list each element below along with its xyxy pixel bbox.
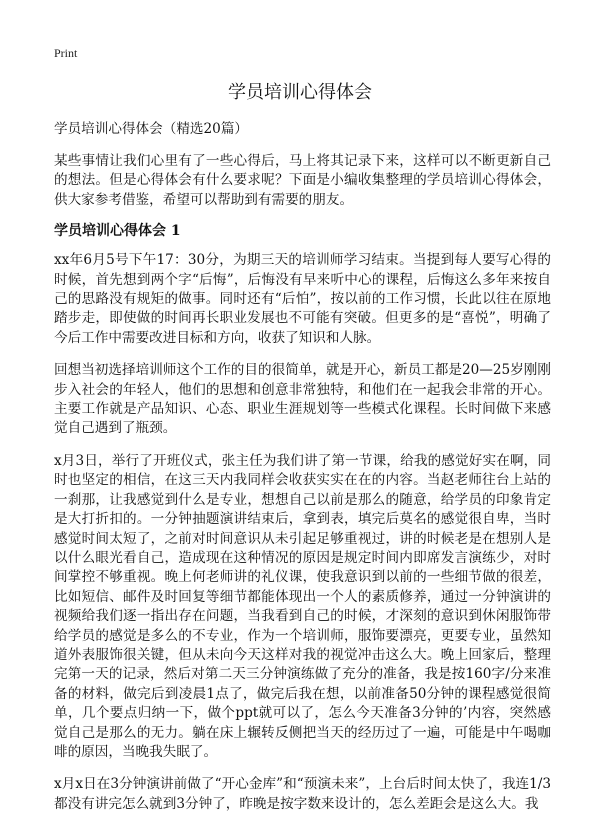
- document-body: [54, 120, 551, 814]
- body-paragraph: xx年6月5号下午17：30分，为期三天的培训师学习结束。当提到每人要写心得的时候，首先想到两个字“后悔”，后悔没有早来听中心的课程，后悔这么多年来按自己的思路没有规矩的做事。同时还有“后怕”，按以前的工作习惯，长此以往在原地踏步走，即使做的时间再长职业发展也不可能有突破。但更多的是“喜悦”，明确了今后工作中需要改进目标和方向，收获了知识和人脉。: [54, 252, 551, 346]
- document-title: 学员培训心得体会: [228, 82, 372, 103]
- document-subtitle: 学员培训心得体会（精选20篇）: [54, 121, 249, 137]
- intro-paragraph: 某些事情让我们心里有了一些心得后，马上将其记录下来，这样可以不断更新自己的想法。但是心得体会有什么要求呢？下面是小编收集整理的学员培训心得体会，供大家参考借鉴，希望可以帮助到有需要的朋友。: [54, 153, 551, 208]
- section-heading: 学员培训心得体会 1: [54, 223, 181, 240]
- body-paragraph: 回想当初选择培训师这个工作的目的很简单，就是开心，新员工都是20—25岁刚刚步入社会的年轻人，他们的思想和创意非常独特，和他们在一起我会非常的开心。主要工作就是产品知识、心态、职业生涯规划等一些模式化课程。长时间做下来感觉自己遇到了瓶颈。: [54, 362, 551, 437]
- print-label[interactable]: Print: [54, 46, 78, 60]
- body-paragraph: x月3日，举行了开班仪式，张主任为我们讲了第一节课，给我的感觉好实在啊，同时也坚定的相信，在这三天内我同样会收获实实在在的内容。当赵老师往台上站的一刹那，让我感觉到什么是专业，想想自己以前是那么的随意，给学员的印象肯定是大打折扣的。一分钟抽题演讲结束后，拿到表，填完后莫名的感觉很自卑，当时感觉时间太短了，之前对时间意识从未引起足够重视过，讲的时候老是在想别人是以什么眼光看自己，造成现在这种情况的原因是规定时间内即席发言演练少，对时间掌控不够重视。晚上何老师讲的礼仪课，使我意识到以前的一些细节做的很差，比如短信、邮件及时回复等细节都能体现出一个人的素质修养，通过一分钟演讲的视频给我们逐一指出存在问题，当我看到自己的时候，才深刻的意识到休闲服饰带给学员的感觉是多么的不专业，作为一个培训师，服饰要漂亮，更要专业，虽然知道外表服饰很关键，但从未向今天这样对我的视觉冲击这么大。晚上回家后，整理完第一天的记录，然后对第二天三分钟演练做了充分的准备，我是按160字/分来准备的材料，做完后到凌晨1点了，做完后我在想，以前准备50分钟的课程感觉很简单，几个要点归纳一下，做个ppt就可以了，怎么今天准备3分钟的’内容，突然感觉自己是那么的无力。躺在床上辗转反侧把当天的经历过了一遍，可能是中午喝咖啡的原因，当晚我失眠了。: [54, 452, 551, 760]
- body-paragraph: x月x日在3分钟演讲前做了“开心金库”和“预演未来”，上台后时间太快了，我连1/3都没有讲完怎么就到3分钟了，昨晚是按字数来设计的，怎么差距会是这么大。我: [54, 776, 551, 812]
